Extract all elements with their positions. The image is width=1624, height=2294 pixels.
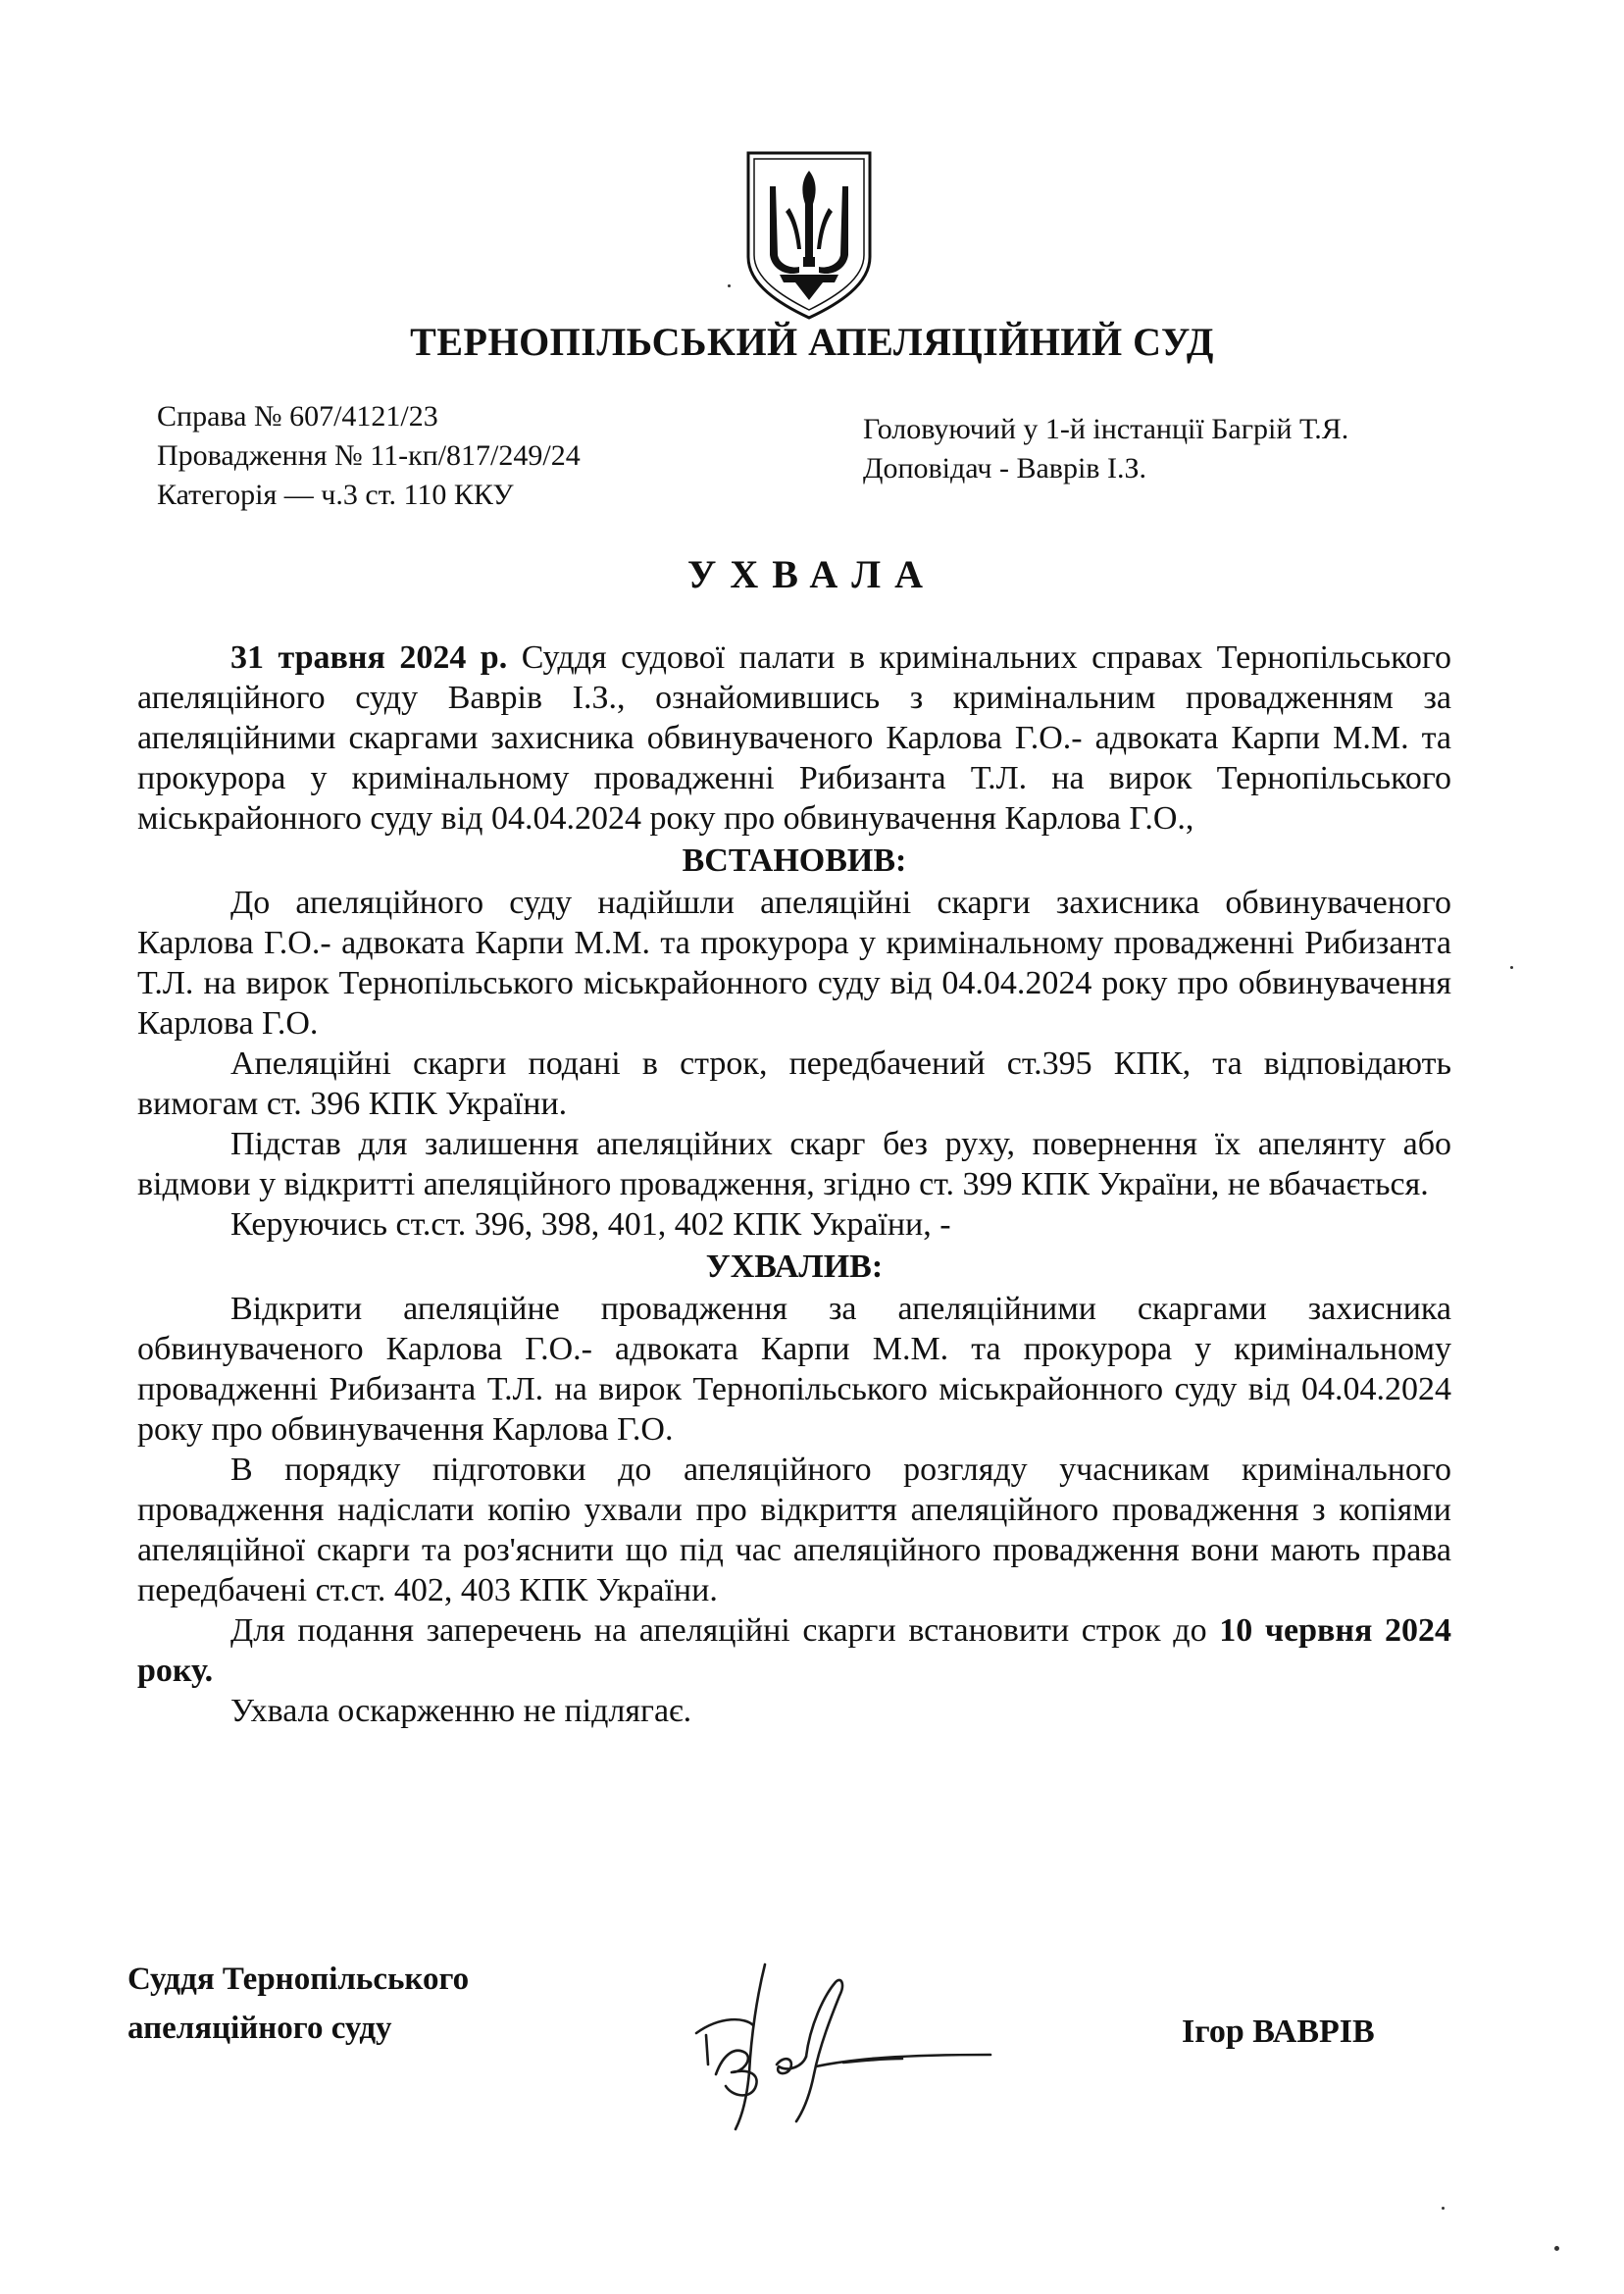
intro-paragraph xyxy=(137,637,1451,839)
established-paragraph: До апеляційного суду надійшли апеляційні скарги захисника обвинуваченого Карлова Г.О.- адвоката Карпи М.М. та прокурора у кримінальному провадженні Рибизанта Т.Л. на вирок Тернопільського міськрайонного суду від 04.04.2024 року про обвинувачення Карлова Г.О. xyxy=(137,885,1451,1042)
deadline-text: Для подання заперечень на апеляційні скарги встановити строк до xyxy=(230,1612,1220,1649)
established-heading: ВСТАНОВИВ: xyxy=(682,842,907,879)
handwritten-signature xyxy=(667,1957,1030,2133)
scan-speck xyxy=(728,284,731,287)
deadline-paragraph xyxy=(137,1610,1451,1691)
presiding-judge: Головуючий у 1-й інстанції Багрій Т.Я. xyxy=(863,413,1349,445)
judge-title xyxy=(127,1955,469,2053)
document-title: УХВАЛА xyxy=(687,552,937,596)
judge-name: Ігор ВАВРІВ xyxy=(1182,2014,1375,2050)
judge-title-line: апеляційного суду xyxy=(127,2011,392,2046)
scan-speck xyxy=(1510,966,1513,969)
case-number: Справа № 607/4121/23 xyxy=(157,400,438,433)
case-info-left xyxy=(157,397,581,515)
coat-of-arms-icon xyxy=(740,147,878,322)
case-info-right xyxy=(863,410,1348,488)
ruling-heading: УХВАЛИВ: xyxy=(705,1249,884,1285)
proceeding-number: Провадження № 11-кп/817/249/24 xyxy=(157,439,581,472)
rapporteur: Доповідач - Ваврів І.З. xyxy=(863,452,1146,484)
ruling-paragraph: Відкрити апеляційне провадження за апеляційними скаргами захисника обвинуваченого Карлова Г.О.- адвоката Карпи М.М. та прокурора у кримінальному провадженні Рибизанта Т.Л. на вирок Тернопільського міськрайонного суду від 04.04.2024 року про обвинувачення Карлова Г.О. xyxy=(137,1291,1451,1448)
final-note: Ухвала оскарженню не підлягає. xyxy=(230,1693,692,1729)
deadline-date: 10 червня 2024 року. xyxy=(137,1612,1451,1689)
ruling-paragraph: В порядку підготовки до апеляційного розгляду учасникам кримінального провадження надіслати копію ухвали про відкриття апеляційного провадження з копіями апеляційної скарги та роз'яснити що під час апеляційного провадження вони мають права передбачені ст.ст. 402, 403 КПК України. xyxy=(137,1452,1451,1608)
intro-date: 31 травня 2024 р. xyxy=(230,639,508,676)
court-name: ТЕРНОПІЛЬСЬКИЙ АПЕЛЯЦІЙНИЙ СУД xyxy=(410,320,1214,364)
established-paragraph: Керуючись ст.ст. 396, 398, 401, 402 КПК України, - xyxy=(230,1206,951,1243)
document-body xyxy=(137,637,1451,1731)
scan-speck xyxy=(1442,2207,1445,2210)
judge-title-line: Суддя Тернопільського xyxy=(127,1962,470,1997)
established-paragraph: Підстав для залишення апеляційних скарг без руху, повернення їх апелянту або відмови у відкритті апеляційного провадження, згідно ст. 399 КПК України, не вбачається. xyxy=(137,1126,1451,1202)
established-paragraph: Апеляційні скарги подані в строк, передбачений ст.395 КПК, та відповідають вимогам ст. 396 КПК України. xyxy=(137,1045,1451,1122)
intro-text: Суддя судової палати в кримінальних справах Тернопільського апеляційного суду Ваврів І.З., ознайомившись з кримінальним провадженням за апеляційними скаргами захисника обвинуваченого Карлова Г.О.- адвоката Карпи М.М. та прокурора у кримінальному провадженні Рибизанта Т.Л. на вирок Тернопільського міськрайонного суду від 04.04.2024 року про обвинувачення Карлова Г.О., xyxy=(137,639,1452,837)
case-category: Категорія — ч.3 ст. 110 ККУ xyxy=(157,479,514,511)
scan-speck xyxy=(1554,2246,1559,2251)
